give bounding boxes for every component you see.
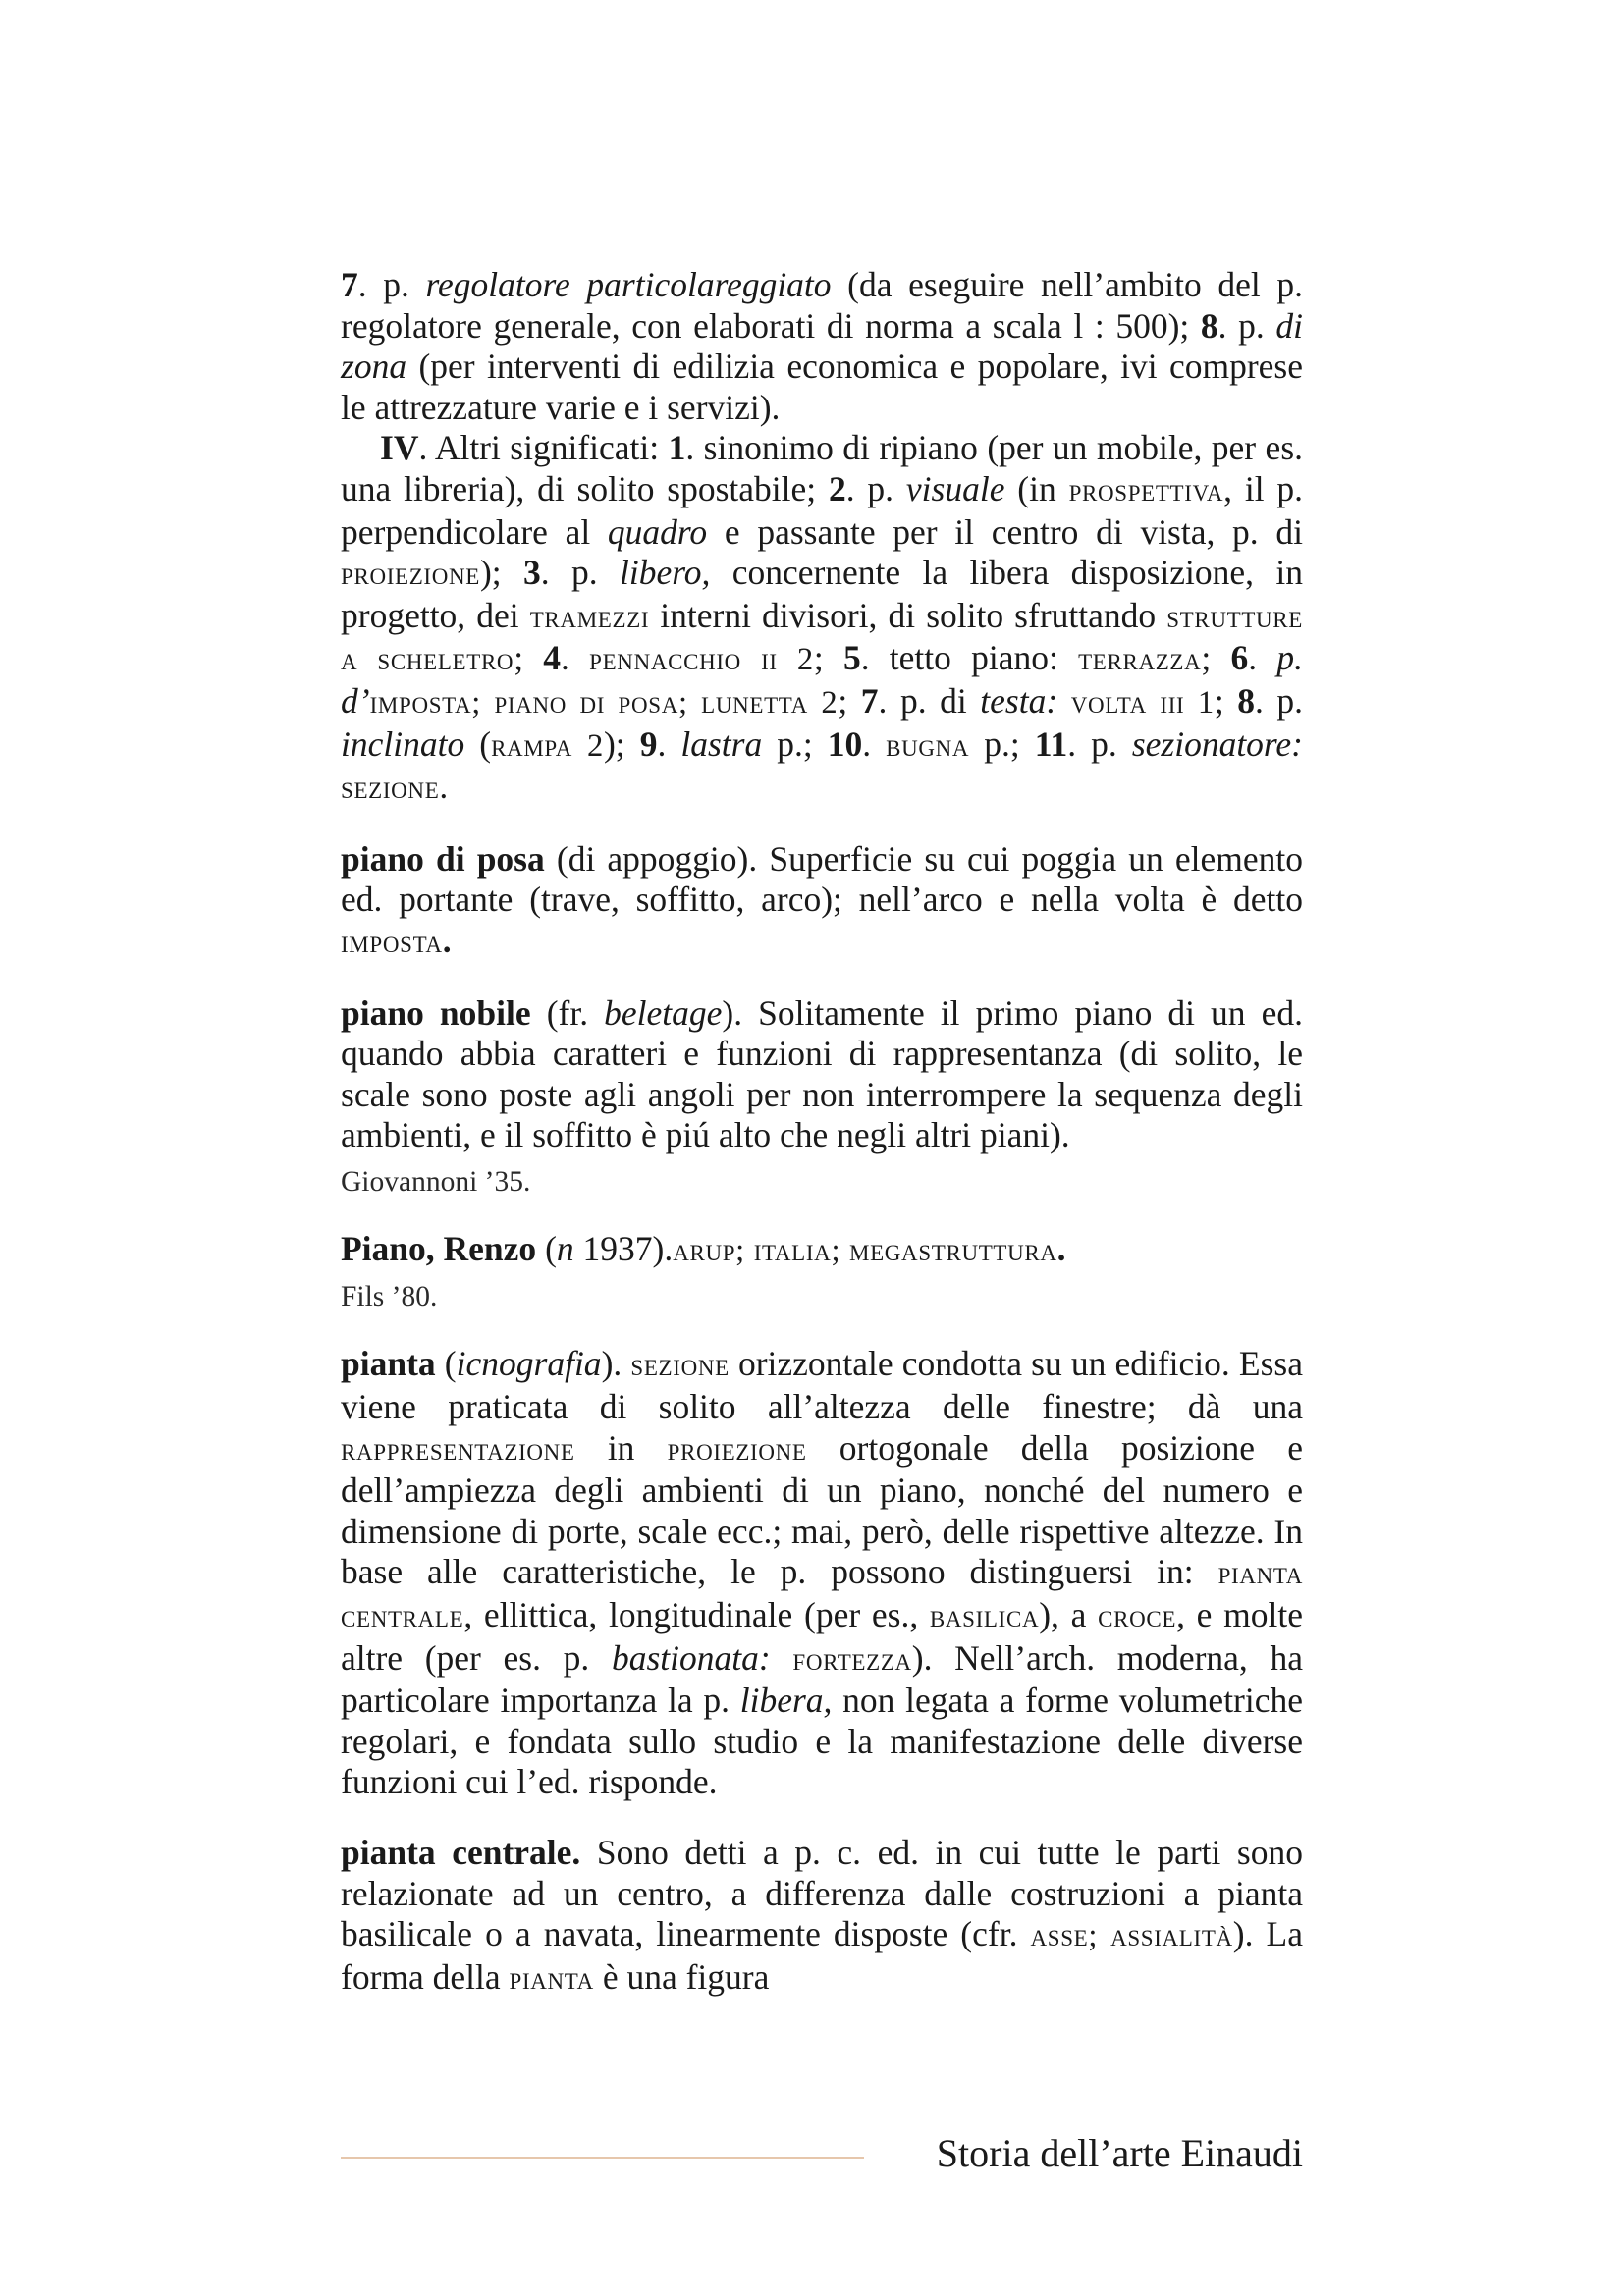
cross-reference: volta iii 1 [1070,684,1215,721]
entry-piano-di-posa: piano di posa (di appoggio). Superficie su cui poggia un elemento ed. portante (trave, soffitto, arco); nell’arco e nella volta è detto imposta. [341,838,1303,960]
entry-headword: piano di posa [341,838,545,879]
entry-headword: pianta [341,1344,436,1384]
cross-reference: pennacchio ii 2 [589,642,814,678]
entry-headword: piano nobile [341,992,531,1033]
page-text [341,265,1303,2000]
footer-rule [341,2157,864,2159]
cross-reference: sezione [341,771,440,807]
cross-reference: arup; italia; megastruttura [673,1232,1057,1268]
entry-pianta: pianta (icnografia). sezione orizzontale condotta su un edificio. Essa viene praticata di solito all’altezza delle finestre; dà una rappresentazione in proiezione ortogonale della posizione e dell’ampiezza degli ambienti di un piano, nonché del numero e dimensione di porte, scale ecc.; mai, però, delle rispettive altezze. In base alle caratteristiche, le p. possono distinguersi in: pianta centrale, ellittica, longitudinale (per es., basilica), a croce, e molte altre (per es. p. bastionata: fortezza). Nell’arch. moderna, ha particolare importanza la p. libera, non legata a forme volumetriche regolari, e fondata sullo studio e la manifestazione delle diverse funzioni cui l’ed. risponde. [341,1344,1304,1802]
cross-reference: bugna [886,727,970,764]
cross-reference: prospettiva [1068,472,1224,508]
cross-reference: fortezza [792,1641,912,1678]
entry-piano-section-iv: IV. Altri significati: 1. sinonimo di ripiano (per un mobile, per es. una libreria), di solito spostabile; 2. p. visuale (in prospettiva, il p. perpendicolare al quadro e passante per il centro di vista, p. di proiezione); 3. p. libero, concernente la libera disposizione, in progetto, dei tramezzi interni divisori, di solito sfruttando strutture a scheletro; 4. pennacchio ii 2; 5. tetto piano: terrazza; 6. p. d’imposta; piano di posa; lunetta 2; 7. p. di testa: volta iii 1; 8. p. inclinato (rampa 2); 9. lastra p.; 10. bugna p.; 11. p. sezionatore: sezione. [341,428,1304,807]
cross-reference: rampa 2 [491,727,604,764]
entry-body: Piano, Renzo (n 1937).arup; italia; megastruttura. [341,1228,1066,1268]
cross-reference: rappresentazione [341,1431,575,1468]
entry-headword: pianta centrale. [341,1833,581,1872]
entry-body: piano nobile (fr. beletage). Solitamente il primo piano di un ed. quando abbia caratteri e funzioni di rappresentanza (di solito, le scale sono poste agli angoli per non interrompere la sequenza degli ambienti, e il soffitto è piú alto che negli altri piani). [341,992,1303,1155]
entry-pianta-centrale: pianta centrale. Sono detti a p. c. ed. in cui tutte le parti sono relazionate ad un centro, a differenza dalle costruzioni a pianta basilicale o a navata, linearmente disposte (cfr. asse; assialità). La forma della pianta è una figura [341,1833,1303,1997]
bibliographic-citation: Fils ’80. [341,1281,438,1313]
entry-piano-continued: 7. p. regolatore particolareggiato (da eseguire nell’ambito del p. regolatore generale, con elaborati di norma a scala l : 500); 8. p. di zona (per interventi di edilizia economica e popolare, ivi comprese le attrezzature varie e i servizi). [341,265,1304,427]
footer-title: Storia dell’arte Einaudi [936,2131,1303,2175]
cross-reference: imposta [341,924,443,960]
cross-reference: tramezzi [529,599,650,635]
cross-reference: terrazza [1078,642,1202,678]
cross-reference: strutture a scheletro [341,599,1303,678]
cross-reference: sezione [630,1348,730,1384]
entry-headword: Piano, Renzo [341,1228,537,1268]
cross-reference: croce [1098,1599,1177,1635]
cross-reference: imposta; piano di posa; lunetta 2 [369,684,839,721]
cross-reference: pianta [509,1960,594,1997]
cross-reference: proiezione [667,1431,807,1468]
cross-reference: asse; assialità [1030,1918,1233,1954]
cross-reference: basilica [929,1599,1040,1635]
cross-reference: proiezione [341,557,480,593]
entry-piano-nobile [341,993,1303,1200]
bibliographic-citation: Giovannoni ’35. [341,1165,531,1198]
cross-reference: pianta centrale [341,1556,1303,1635]
entry-piano-renzo [341,1229,1303,1315]
